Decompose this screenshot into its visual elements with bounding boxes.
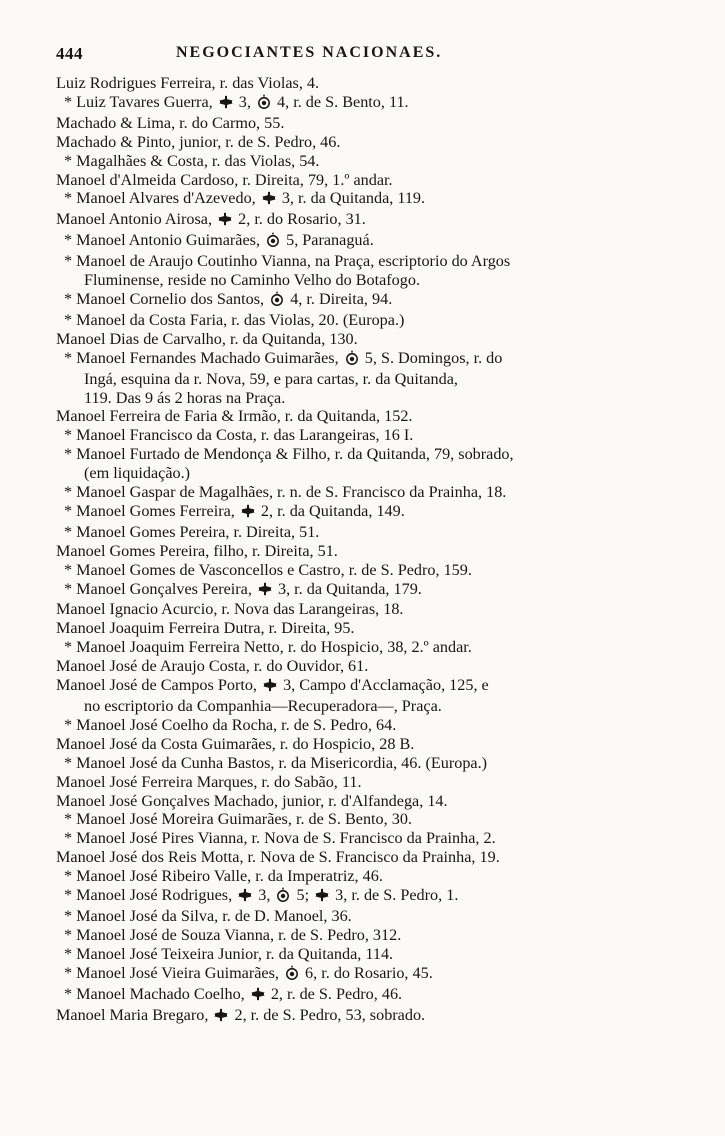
entry-text: * Manoel Gomes Ferreira, — [64, 501, 239, 520]
entry-text: (em liquidação.) — [84, 464, 191, 483]
entry-text: 3, Campo d'Acclamação, 125, e — [279, 676, 489, 695]
order-cross-icon — [251, 987, 265, 1006]
directory-entry — [56, 716, 636, 735]
directory-entry — [56, 754, 636, 773]
directory-entry — [56, 848, 636, 867]
entry-text: Manoel Maria Bregaro, — [56, 1005, 213, 1024]
directory-entry — [56, 945, 636, 964]
directory-entry — [56, 676, 636, 697]
order-cross-icon — [219, 95, 233, 114]
entry-text: Manoel José Ferreira Marques, r. do Sabão, 11. — [56, 772, 362, 791]
directory-entry — [56, 964, 636, 985]
directory-entry — [56, 133, 636, 152]
entry-text: 3, — [254, 886, 275, 905]
directory-entry — [56, 93, 636, 114]
entry-list — [56, 74, 636, 1026]
order-cross-icon — [262, 191, 276, 210]
directory-entry — [56, 290, 636, 311]
entry-text: * Magalhães & Costa, r. das Violas, 54. — [64, 151, 320, 170]
directory-entry — [56, 867, 636, 886]
entry-text: Manoel José de Campos Porto, — [56, 676, 262, 695]
entry-text: * Manoel Antonio Guimarães, — [64, 231, 265, 250]
directory-entry — [56, 189, 636, 210]
directory-entry — [56, 638, 636, 657]
entry-text: * Manoel José Moreira Guimarães, r. de S. Bento, 30. — [64, 810, 412, 829]
entry-text: * Manoel Machado Coelho, — [64, 984, 249, 1003]
entry-text: Manoel d'Almeida Cardoso, r. Direita, 79, 1.º andar. — [56, 170, 393, 189]
entry-text: 3, — [234, 92, 255, 111]
entry-text: * Manoel Francisco da Costa, r. das Larangeiras, 16 I. — [64, 426, 414, 445]
entry-text: * Manoel José da Silva, r. de D. Manoel, 36. — [64, 906, 352, 925]
entry-text: 2, r. do Rosario, 31. — [234, 210, 366, 229]
directory-entry — [56, 407, 636, 426]
directory-entry — [56, 792, 636, 811]
entry-text: * Manoel Furtado de Mendonça & Filho, r. da Quitanda, 79, sobrado, — [64, 445, 514, 464]
directory-entry — [56, 580, 636, 601]
directory-entry — [56, 311, 636, 330]
order-rose-icon — [270, 291, 284, 311]
entry-text: Manoel Ignacio Acurcio, r. Nova das Larangeiras, 18. — [56, 600, 404, 619]
order-cross-icon — [238, 888, 252, 907]
order-cross-icon — [214, 1008, 228, 1027]
directory-entry — [56, 330, 636, 349]
entry-text: 3, r. da Quitanda, 119. — [277, 189, 426, 208]
entry-text: * Manoel Cornelio dos Santos, — [64, 289, 269, 308]
entry-text: * Manoel da Costa Faria, r. das Violas, 20. (Europa.) — [64, 310, 405, 329]
directory-entry — [56, 231, 636, 252]
directory-entry — [56, 389, 636, 408]
directory-entry — [56, 74, 636, 93]
directory-entry — [56, 907, 636, 926]
directory-entry — [56, 523, 636, 542]
entry-text: Manoel Gomes Pereira, filho, r. Direita, 51. — [56, 541, 338, 560]
entry-text: * Manoel Alvares d'Azevedo, — [64, 189, 260, 208]
directory-entry — [56, 657, 636, 676]
order-rose-icon — [345, 350, 359, 370]
entry-text: Machado & Pinto, junior, r. de S. Pedro, 46. — [56, 132, 341, 151]
entry-text: Manoel José de Araujo Costa, r. do Ouvidor, 61. — [56, 657, 369, 676]
directory-entry — [56, 464, 636, 483]
entry-text: * Manoel Gaspar de Magalhães, r. n. de S. Francisco da Prainha, 18. — [64, 483, 507, 502]
entry-text: Manoel José dos Reis Motta, r. Nova de S. Francisco da Prainha, 19. — [56, 848, 500, 867]
directory-entry — [56, 210, 636, 231]
entry-text: * Manoel Gomes de Vasconcellos e Castro, r. de S. Pedro, 159. — [64, 560, 472, 579]
entry-text: * Manoel José Teixeira Junior, r. da Quitanda, 114. — [64, 944, 394, 963]
entry-text: 5, Paranaguá. — [282, 231, 374, 250]
directory-entry — [56, 349, 636, 370]
entry-text: Manoel José Gonçalves Machado, junior, r. d'Alfandega, 14. — [56, 791, 448, 810]
directory-entry — [56, 600, 636, 619]
entry-text: Machado & Lima, r. do Carmo, 55. — [56, 113, 285, 132]
entry-text: * Manoel José da Cunha Bastos, r. da Misericordia, 46. (Europa.) — [64, 753, 488, 772]
directory-entry — [56, 483, 636, 502]
page-header — [56, 44, 656, 68]
entry-text: Manoel Antonio Airosa, — [56, 210, 217, 229]
directory-entry — [56, 152, 636, 171]
directory-entry — [56, 735, 636, 754]
order-cross-icon — [241, 504, 255, 523]
entry-text: 119. Das 9 ás 2 horas na Praça. — [84, 388, 286, 407]
directory-entry — [56, 542, 636, 561]
entry-text: Ingá, esquina da r. Nova, 59, e para cartas, r. da Quitanda, — [84, 369, 458, 388]
entry-text: 2, r. de S. Pedro, 53, sobrado. — [230, 1005, 426, 1024]
entry-text: 5; — [292, 886, 314, 905]
order-cross-icon — [263, 678, 277, 697]
directory-entry — [56, 271, 636, 290]
entry-text: 3, r. da Quitanda, 179. — [273, 579, 422, 598]
entry-text: * Manoel José Ribeiro Valle, r. da Imperatriz, 46. — [64, 867, 383, 886]
entry-text: * Luiz Tavares Guerra, — [64, 92, 217, 111]
order-rose-icon — [276, 887, 290, 907]
directory-entry — [56, 697, 636, 716]
directory-entry — [56, 252, 636, 271]
page-number: 444 — [56, 44, 83, 63]
order-cross-icon — [258, 582, 272, 601]
order-rose-icon — [285, 965, 299, 985]
directory-entry — [56, 171, 636, 190]
entry-text: Manoel Ferreira de Faria & Irmão, r. da Quitanda, 152. — [56, 407, 413, 426]
directory-entry — [56, 370, 636, 389]
order-rose-icon — [266, 232, 280, 252]
entry-text: * Manoel José Pires Vianna, r. Nova de S. Francisco da Prainha, 2. — [64, 829, 496, 848]
order-cross-icon — [315, 888, 329, 907]
entry-text: 2, r. de S. Pedro, 46. — [266, 984, 403, 1003]
entry-text: * Manoel José Rodrigues, — [64, 886, 237, 905]
directory-entry — [56, 445, 636, 464]
entry-text: 3, r. de S. Pedro, 1. — [331, 886, 459, 905]
directory-entry — [56, 1006, 636, 1027]
directory-entry — [56, 810, 636, 829]
entry-text: 5, S. Domingos, r. do — [360, 348, 503, 367]
entry-text: * Manoel Gomes Pereira, r. Direita, 51. — [64, 522, 320, 541]
entry-text: * Manoel de Araujo Coutinho Vianna, na Praça, escriptorio do Argos — [64, 252, 511, 271]
directory-entry — [56, 619, 636, 638]
directory-entry — [56, 114, 636, 133]
entry-text: no escriptorio da Companhia—Recuperadora—, Praça. — [84, 697, 442, 715]
directory-entry — [56, 926, 636, 945]
order-cross-icon — [218, 212, 232, 231]
order-rose-icon — [257, 94, 271, 114]
entry-text: 4, r. Direita, 94. — [286, 289, 393, 308]
entry-text: * Manoel José de Souza Vianna, r. de S. Pedro, 312. — [64, 925, 402, 944]
directory-entry — [56, 502, 636, 523]
entry-text: 4, r. de S. Bento, 11. — [272, 92, 409, 111]
directory-entry — [56, 773, 636, 792]
entry-text: * Manoel José Coelho da Rocha, r. de S. Pedro, 64. — [64, 715, 397, 734]
running-head: NEGOCIANTES NACIONAES. — [176, 44, 443, 61]
entry-text: 6, r. do Rosario, 45. — [301, 963, 433, 982]
directory-entry — [56, 886, 636, 907]
directory-entry — [56, 426, 636, 445]
entry-text: * Manoel José Vieira Guimarães, — [64, 963, 283, 982]
directory-entry — [56, 985, 636, 1006]
entry-text: Fluminense, reside no Caminho Velho do Botafogo. — [84, 271, 421, 290]
entry-text: * Manoel Joaquim Ferreira Netto, r. do Hospicio, 38, 2.º andar. — [64, 638, 472, 657]
entry-text: Manoel Dias de Carvalho, r. da Quitanda, 130. — [56, 329, 358, 348]
entry-text: 2, r. da Quitanda, 149. — [256, 501, 405, 520]
entry-text: Manoel Joaquim Ferreira Dutra, r. Direita, 95. — [56, 619, 355, 638]
directory-entry — [56, 829, 636, 848]
entry-text: * Manoel Fernandes Machado Guimarães, — [64, 348, 343, 367]
directory-entry — [56, 561, 636, 580]
entry-text: Manoel José da Costa Guimarães, r. do Hospicio, 28 B. — [56, 734, 415, 753]
entry-text: Luiz Rodrigues Ferreira, r. das Violas, 4. — [56, 74, 320, 92]
entry-text: * Manoel Gonçalves Pereira, — [64, 579, 256, 598]
